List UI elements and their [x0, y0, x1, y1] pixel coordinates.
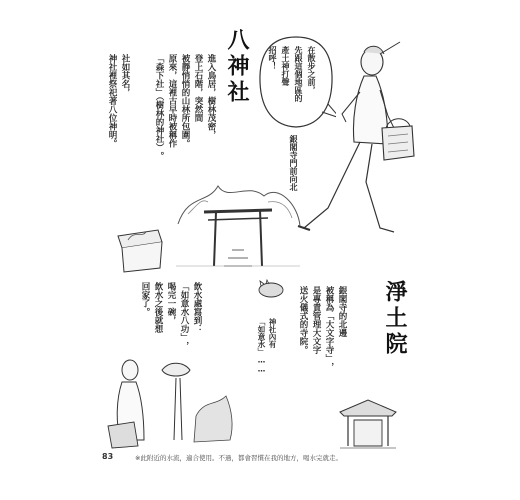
hachi-jinja-title: 八神社	[224, 28, 250, 106]
hachi-jinja-body-2: 社如其名， 神社裡祭祀著八位神明。	[107, 54, 130, 148]
shrine-box-illustration	[112, 222, 166, 276]
hachi-jinja-caption: 銀閣寺門前向北	[289, 135, 298, 191]
cat-illustration	[256, 278, 286, 298]
water-note-text: 飲水處寫到： 「如意水八功」， 喝完一碗， 飲水之後就想 回家了。	[140, 282, 202, 350]
torii-gate-illustration	[168, 174, 308, 274]
jodoin-title: 淨土院	[382, 280, 408, 358]
jodoin-inner-label: 神社內有 「如意水」……	[257, 318, 277, 374]
water-basin-illustration	[104, 330, 244, 450]
page-number: 83	[102, 452, 114, 461]
speech-bubble-text: 在散步之前， 先跟這個地區的 產土神打聲 招呼！	[268, 46, 316, 102]
temple-gate-illustration	[336, 396, 400, 454]
jodoin-body: 銀閣寺的北邊 被稱為「大文字寺」， 是專責管理大文字 送火儀式的寺院。	[298, 286, 347, 371]
page-footnote: ※此附近的水流，適合使用。不過，都會習慣在我的地方，喝水完就走。	[135, 454, 342, 462]
hachi-jinja-body: 進入鳥居，樹林茂密， 登上石階，突然間 被靜悄悄的山林所包圍。 原來，這裡古早時被稱作 「森下社」（樹林的神社）。	[154, 54, 216, 161]
